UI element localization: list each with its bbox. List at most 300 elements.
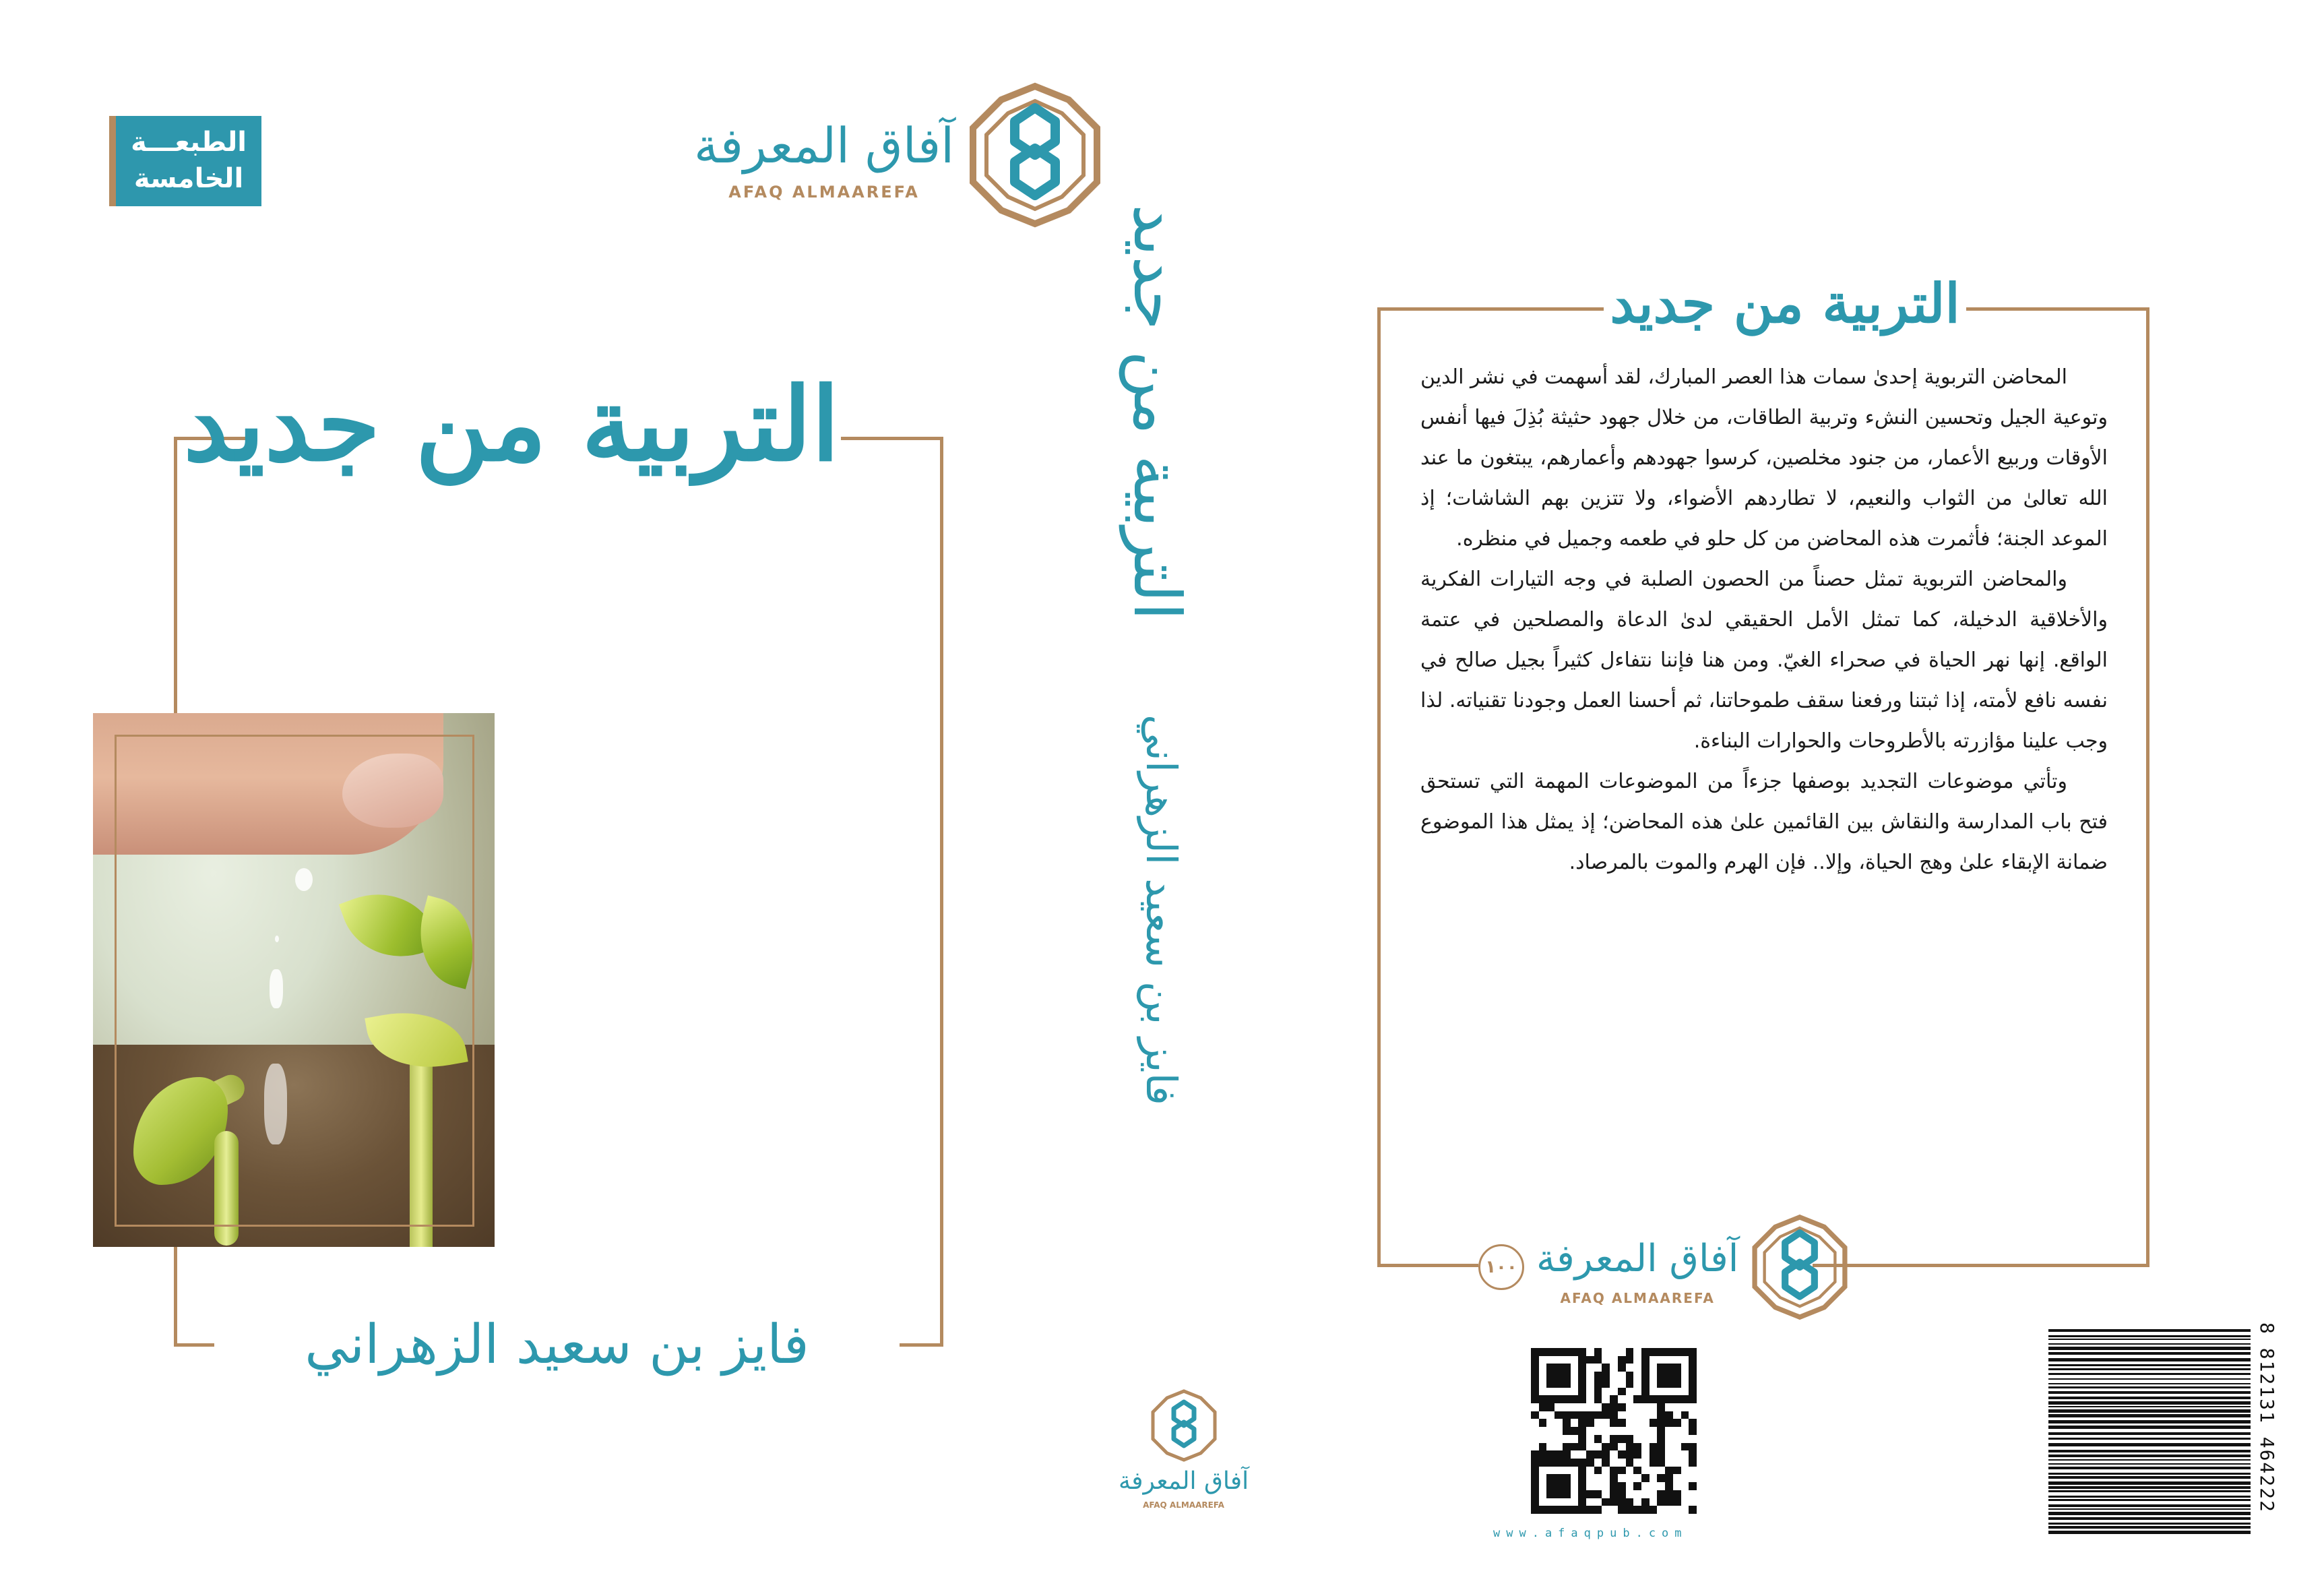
qr-module	[1571, 1411, 1579, 1419]
qr-module	[1689, 1506, 1697, 1514]
qr-module	[1673, 1388, 1681, 1396]
qr-module	[1657, 1490, 1665, 1498]
qr-module	[1689, 1380, 1697, 1388]
qr-module	[1650, 1356, 1658, 1364]
qr-module	[1602, 1467, 1610, 1475]
qr-module	[1657, 1364, 1665, 1372]
barcode-bar	[2048, 1373, 2251, 1375]
qr-module	[1665, 1388, 1673, 1396]
qr-module	[1626, 1380, 1634, 1388]
qr-module	[1618, 1388, 1626, 1396]
qr-module	[1633, 1403, 1641, 1411]
qr-module	[1665, 1395, 1673, 1403]
qr-module	[1610, 1443, 1618, 1451]
barcode-bar	[2048, 1443, 2251, 1446]
qr-module	[1673, 1467, 1681, 1475]
qr-module	[1578, 1490, 1586, 1498]
barcode-bar	[2048, 1406, 2251, 1407]
qr-module	[1531, 1419, 1539, 1427]
qr-module	[1689, 1364, 1697, 1372]
qr-module	[1546, 1490, 1554, 1498]
qr-module	[1657, 1356, 1665, 1364]
barcode-bar	[2048, 1409, 2251, 1413]
qr-module	[1689, 1490, 1697, 1498]
qr-module	[1578, 1498, 1586, 1506]
qr-module	[1657, 1435, 1665, 1443]
qr-module	[1626, 1459, 1634, 1467]
qr-module	[1650, 1411, 1658, 1419]
qr-module	[1586, 1403, 1594, 1411]
qr-module	[1626, 1356, 1634, 1364]
qr-module	[1689, 1427, 1697, 1435]
qr-module	[1539, 1490, 1547, 1498]
back-blurb	[1420, 357, 2108, 883]
qr-module	[1673, 1372, 1681, 1380]
qr-module	[1578, 1450, 1586, 1459]
barcode-bar	[2048, 1347, 2251, 1350]
qr-module	[1602, 1506, 1610, 1514]
qr-module	[1539, 1356, 1547, 1364]
qr-module	[1657, 1419, 1665, 1427]
qr-module	[1633, 1427, 1641, 1435]
qr-module	[1610, 1435, 1618, 1443]
qr-module	[1586, 1395, 1594, 1403]
qr-module	[1586, 1435, 1594, 1443]
qr-module	[1571, 1356, 1579, 1364]
qr-module	[1689, 1403, 1697, 1411]
front-frame-bottom-left	[174, 1343, 214, 1347]
qr-module	[1546, 1482, 1554, 1490]
qr-module	[1665, 1348, 1673, 1356]
qr-module	[1594, 1490, 1602, 1498]
qr-module	[1665, 1467, 1673, 1475]
barcode-bar	[2048, 1397, 2251, 1399]
qr-module	[1641, 1395, 1650, 1403]
qr-module	[1641, 1419, 1650, 1427]
qr-module	[1602, 1419, 1610, 1427]
qr-module	[1578, 1395, 1586, 1403]
qr-module	[1594, 1427, 1602, 1435]
qr-module	[1531, 1459, 1539, 1467]
qr-module	[1594, 1474, 1602, 1482]
qr-module	[1531, 1498, 1539, 1506]
qr-module	[1618, 1490, 1626, 1498]
barcode-bar	[2048, 1455, 2251, 1457]
qr-module	[1531, 1395, 1539, 1403]
qr-module	[1578, 1419, 1586, 1427]
qr-module	[1673, 1506, 1681, 1514]
qr-module	[1641, 1482, 1650, 1490]
qr-module	[1531, 1380, 1539, 1388]
barcode-bar	[2048, 1391, 2251, 1394]
qr-module	[1673, 1490, 1681, 1498]
qr-module	[1610, 1506, 1618, 1514]
qr-module	[1610, 1490, 1618, 1498]
qr-module	[1586, 1380, 1594, 1388]
qr-module	[1650, 1348, 1658, 1356]
qr-module	[1546, 1506, 1554, 1514]
qr-module	[1539, 1506, 1547, 1514]
qr-module	[1665, 1403, 1673, 1411]
qr-module	[1633, 1459, 1641, 1467]
qr-module	[1563, 1380, 1571, 1388]
qr-module	[1641, 1498, 1650, 1506]
qr-module	[1539, 1467, 1547, 1475]
barcode-bar	[2048, 1481, 2251, 1485]
qr-module	[1673, 1443, 1681, 1451]
qr-module	[1681, 1348, 1689, 1356]
qr-module	[1657, 1482, 1665, 1490]
back-frame-left	[1377, 307, 1381, 1267]
qr-module	[1689, 1411, 1697, 1419]
qr-module	[1546, 1459, 1554, 1467]
qr-module	[1626, 1498, 1634, 1506]
qr-module	[1681, 1364, 1689, 1372]
qr-module	[1546, 1435, 1554, 1443]
qr-module	[1689, 1356, 1697, 1364]
barcode-bar	[2048, 1401, 2251, 1405]
publisher-logo-icon	[1147, 1388, 1221, 1463]
qr-module	[1665, 1364, 1673, 1372]
qr-module	[1571, 1419, 1579, 1427]
qr-module	[1633, 1395, 1641, 1403]
qr-module	[1554, 1411, 1563, 1419]
qr-module	[1554, 1506, 1563, 1514]
qr-module	[1610, 1419, 1618, 1427]
qr-module	[1689, 1395, 1697, 1403]
qr-module	[1641, 1506, 1650, 1514]
qr-module	[1673, 1380, 1681, 1388]
qr-module	[1650, 1506, 1658, 1514]
edition-line-2: الخامسة	[133, 163, 244, 194]
qr-module	[1641, 1403, 1650, 1411]
qr-module	[1673, 1395, 1681, 1403]
qr-module	[1618, 1427, 1626, 1435]
qr-module	[1571, 1467, 1579, 1475]
qr-module	[1539, 1459, 1547, 1467]
qr-module	[1681, 1498, 1689, 1506]
qr-module	[1571, 1395, 1579, 1403]
qr-module	[1618, 1380, 1626, 1388]
qr-module	[1554, 1395, 1563, 1403]
publisher-name-ar: آفاق المعرفة	[694, 117, 955, 174]
qr-module	[1602, 1474, 1610, 1482]
qr-module	[1650, 1459, 1658, 1467]
qr-module	[1602, 1395, 1610, 1403]
barcode-bar	[2048, 1364, 2251, 1366]
qr-module	[1673, 1435, 1681, 1443]
qr-module	[1571, 1380, 1579, 1388]
qr-module	[1602, 1348, 1610, 1356]
qr-module	[1571, 1443, 1579, 1451]
qr-module	[1571, 1490, 1579, 1498]
qr-module	[1665, 1380, 1673, 1388]
qr-module	[1626, 1482, 1634, 1490]
qr-module	[1610, 1356, 1618, 1364]
back-publisher-name-en: AFAQ ALMAAREFA	[1560, 1290, 1715, 1306]
qr-module	[1546, 1348, 1554, 1356]
qr-module	[1665, 1474, 1673, 1482]
qr-module	[1610, 1348, 1618, 1356]
qr-module	[1563, 1372, 1571, 1380]
qr-module	[1657, 1427, 1665, 1435]
qr-module	[1578, 1364, 1586, 1372]
qr-module	[1539, 1419, 1547, 1427]
qr-module	[1594, 1498, 1602, 1506]
back-frame-bottom-left	[1377, 1264, 1478, 1267]
qr-module	[1586, 1364, 1594, 1372]
qr-module	[1618, 1364, 1626, 1372]
qr-module	[1563, 1356, 1571, 1364]
qr-module	[1650, 1498, 1658, 1506]
qr-module	[1602, 1450, 1610, 1459]
qr-module	[1641, 1490, 1650, 1498]
qr-module	[1578, 1459, 1586, 1467]
qr-module	[1586, 1474, 1594, 1482]
qr-module	[1641, 1388, 1650, 1396]
spine-title: التربية من جديد	[1119, 204, 1195, 620]
qr-module	[1531, 1403, 1539, 1411]
qr-module	[1626, 1364, 1634, 1372]
qr-module	[1531, 1435, 1539, 1443]
barcode-bar	[2048, 1523, 2251, 1525]
qr-module	[1546, 1498, 1554, 1506]
cover-photo-inner-frame	[115, 735, 474, 1227]
publisher-website: www.afaqpub.com	[1493, 1527, 1688, 1540]
qr-module	[1586, 1348, 1594, 1356]
qr-module	[1531, 1443, 1539, 1451]
qr-module	[1586, 1356, 1594, 1364]
qr-module	[1563, 1403, 1571, 1411]
qr-module	[1665, 1498, 1673, 1506]
qr-module	[1681, 1506, 1689, 1514]
qr-module	[1657, 1467, 1665, 1475]
qr-module	[1641, 1380, 1650, 1388]
qr-module	[1681, 1482, 1689, 1490]
qr-module	[1641, 1356, 1650, 1364]
barcode-bar	[2048, 1467, 2251, 1469]
qr-module	[1554, 1435, 1563, 1443]
qr-module	[1626, 1490, 1634, 1498]
qr-module	[1689, 1348, 1697, 1356]
edition-badge	[109, 116, 261, 206]
qr-module	[1681, 1356, 1689, 1364]
qr-module	[1681, 1467, 1689, 1475]
qr-module	[1641, 1372, 1650, 1380]
qr-module	[1571, 1372, 1579, 1380]
barcode-bar	[2048, 1386, 2251, 1388]
qr-module	[1563, 1443, 1571, 1451]
qr-module	[1539, 1443, 1547, 1451]
front-publisher-logo	[694, 81, 1102, 229]
barcode-bar	[2048, 1329, 2251, 1332]
isbn-digits: 8 812131 464222	[2256, 1322, 2278, 1513]
qr-module	[1531, 1364, 1539, 1372]
qr-module	[1650, 1450, 1658, 1459]
qr-module	[1633, 1435, 1641, 1443]
qr-module	[1681, 1388, 1689, 1396]
qr-module	[1586, 1443, 1594, 1451]
qr-module	[1681, 1474, 1689, 1482]
qr-module	[1563, 1435, 1571, 1443]
qr-module	[1539, 1450, 1547, 1459]
qr-module	[1554, 1490, 1563, 1498]
qr-module	[1571, 1403, 1579, 1411]
qr-module	[1618, 1498, 1626, 1506]
qr-module	[1650, 1427, 1658, 1435]
spine-author: فايز بن سعيد الزهراني	[1137, 714, 1186, 1105]
qr-module	[1626, 1372, 1634, 1380]
qr-module	[1586, 1427, 1594, 1435]
back-frame-bottom-right	[1813, 1264, 2149, 1267]
qr-module	[1650, 1372, 1658, 1380]
qr-module	[1633, 1467, 1641, 1475]
qr-module	[1681, 1427, 1689, 1435]
qr-module	[1681, 1372, 1689, 1380]
qr-module	[1633, 1348, 1641, 1356]
qr-module	[1681, 1450, 1689, 1459]
qr-module	[1563, 1474, 1571, 1482]
qr-module	[1554, 1474, 1563, 1482]
qr-module	[1602, 1364, 1610, 1372]
qr-module	[1571, 1348, 1579, 1356]
qr-module	[1554, 1427, 1563, 1435]
qr-module	[1650, 1443, 1658, 1451]
qr-module	[1578, 1482, 1586, 1490]
qr-module	[1673, 1482, 1681, 1490]
publisher-name-en: AFAQ ALMAAREFA	[728, 183, 920, 202]
qr-module	[1673, 1459, 1681, 1467]
qr-module	[1563, 1467, 1571, 1475]
back-publisher-logo	[1478, 1213, 1850, 1321]
qr-module	[1633, 1443, 1641, 1451]
spine-publisher-name-ar: آفاق المعرفة	[1119, 1467, 1249, 1495]
qr-module	[1554, 1372, 1563, 1380]
qr-module	[1539, 1388, 1547, 1396]
qr-module	[1602, 1498, 1610, 1506]
qr-module	[1531, 1467, 1539, 1475]
qr-module	[1594, 1348, 1602, 1356]
barcode-bar	[2048, 1432, 2251, 1435]
qr-module	[1673, 1474, 1681, 1482]
qr-module	[1665, 1450, 1673, 1459]
qr-module	[1665, 1443, 1673, 1451]
qr-module	[1681, 1411, 1689, 1419]
qr-module	[1618, 1435, 1626, 1443]
qr-module	[1641, 1443, 1650, 1451]
qr-module	[1531, 1348, 1539, 1356]
qr-module	[1689, 1474, 1697, 1482]
qr-module	[1689, 1443, 1697, 1451]
qr-module	[1586, 1506, 1594, 1514]
qr-module	[1554, 1467, 1563, 1475]
qr-module	[1641, 1450, 1650, 1459]
barcode-bar	[2048, 1426, 2251, 1429]
qr-module	[1539, 1395, 1547, 1403]
qr-module	[1626, 1435, 1634, 1443]
spine-publisher-name-en: AFAQ ALMAAREFA	[1143, 1500, 1224, 1510]
qr-module	[1626, 1427, 1634, 1435]
qr-module	[1531, 1427, 1539, 1435]
qr-module	[1594, 1467, 1602, 1475]
barcode-bar	[2048, 1531, 2251, 1534]
qr-module	[1563, 1450, 1571, 1459]
qr-module	[1594, 1395, 1602, 1403]
barcode-bar	[2048, 1368, 2251, 1370]
back-frame-right	[2146, 307, 2149, 1267]
barcode-bar	[2048, 1517, 2251, 1520]
qr-module	[1546, 1443, 1554, 1451]
qr-module	[1554, 1482, 1563, 1490]
barcode-bar	[2048, 1504, 2251, 1507]
qr-module	[1618, 1450, 1626, 1459]
qr-module	[1626, 1443, 1634, 1451]
qr-module	[1650, 1395, 1658, 1403]
qr-module	[1586, 1388, 1594, 1396]
qr-module	[1539, 1435, 1547, 1443]
qr-module	[1539, 1380, 1547, 1388]
qr-module	[1618, 1467, 1626, 1475]
barcode-bar	[2048, 1473, 2251, 1475]
barcode-bar	[2048, 1508, 2251, 1510]
qr-module	[1578, 1356, 1586, 1364]
qr-module	[1586, 1490, 1594, 1498]
series-number-badge: ١٠٠	[1478, 1244, 1524, 1290]
barcode-bar	[2048, 1335, 2251, 1337]
qr-module	[1618, 1403, 1626, 1411]
qr-module	[1546, 1380, 1554, 1388]
qr-module	[1626, 1388, 1634, 1396]
qr-module	[1657, 1459, 1665, 1467]
qr-module	[1633, 1482, 1641, 1490]
qr-module	[1681, 1419, 1689, 1427]
qr-module	[1531, 1474, 1539, 1482]
qr-module	[1689, 1435, 1697, 1443]
qr-module	[1571, 1435, 1579, 1443]
qr-module	[1546, 1419, 1554, 1427]
qr-module	[1610, 1467, 1618, 1475]
barcode-bar	[2048, 1499, 2251, 1501]
qr-module	[1531, 1372, 1539, 1380]
qr-module	[1539, 1411, 1547, 1419]
qr-module	[1689, 1388, 1697, 1396]
qr-module	[1665, 1419, 1673, 1427]
qr-module	[1650, 1364, 1658, 1372]
qr-module	[1673, 1348, 1681, 1356]
qr-module	[1546, 1372, 1554, 1380]
qr-module	[1586, 1482, 1594, 1490]
barcode-bar	[2048, 1352, 2251, 1355]
qr-module	[1602, 1411, 1610, 1419]
qr-module	[1546, 1395, 1554, 1403]
qr-module	[1626, 1467, 1634, 1475]
qr-module	[1586, 1459, 1594, 1467]
qr-module	[1610, 1482, 1618, 1490]
qr-module	[1665, 1427, 1673, 1435]
back-frame-top-right	[1966, 307, 2149, 311]
qr-module	[1586, 1411, 1594, 1419]
qr-module	[1681, 1490, 1689, 1498]
qr-module	[1594, 1403, 1602, 1411]
qr-module	[1594, 1380, 1602, 1388]
qr-module	[1594, 1506, 1602, 1514]
barcode-bar	[2048, 1459, 2251, 1461]
qr-module	[1554, 1443, 1563, 1451]
publisher-logo-icon	[1749, 1213, 1850, 1321]
qr-module	[1626, 1411, 1634, 1419]
barcode-bar	[2048, 1476, 2251, 1479]
barcode-bar	[2048, 1526, 2251, 1529]
